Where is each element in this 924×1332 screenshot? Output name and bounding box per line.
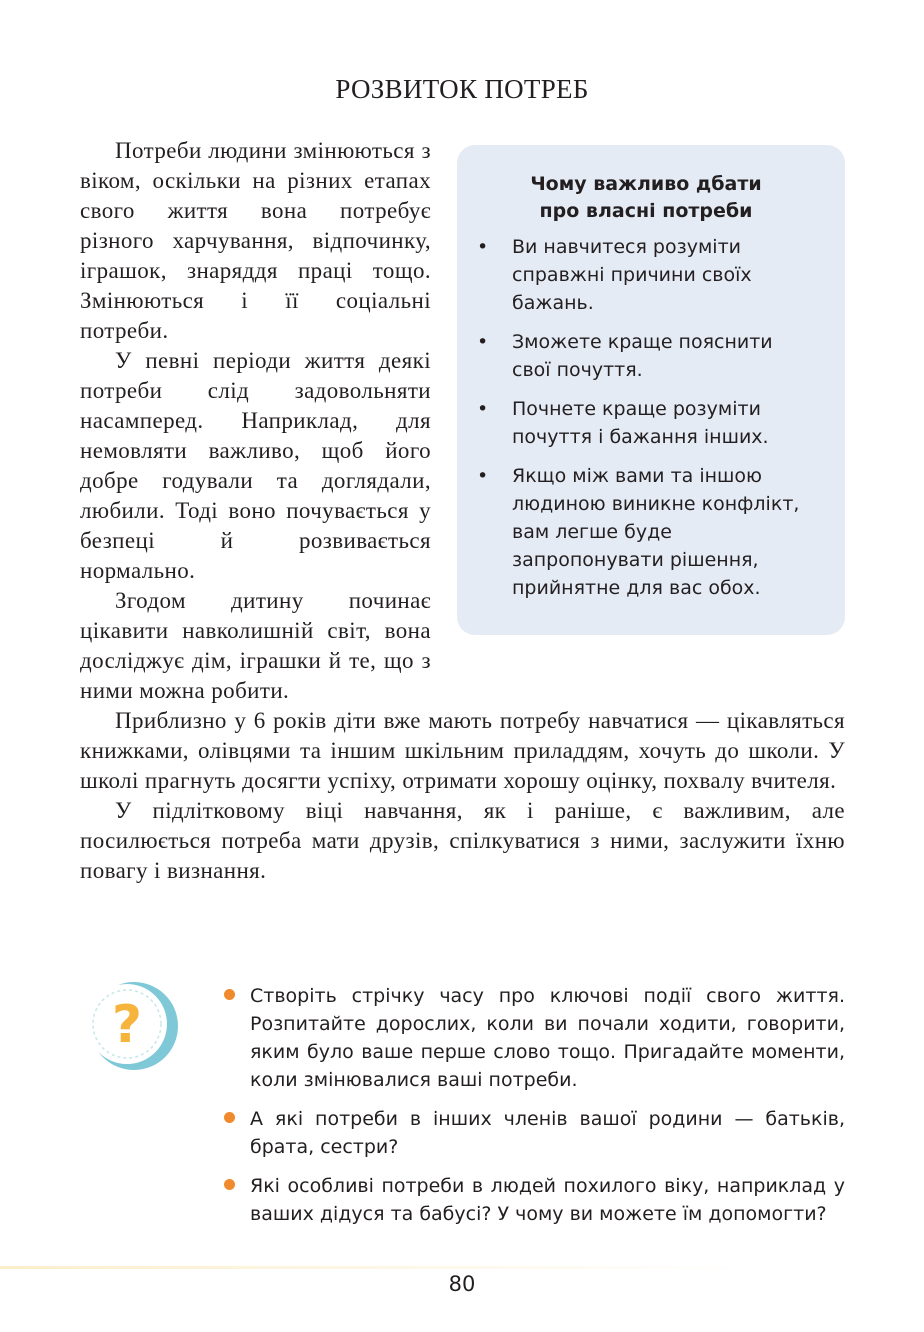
info-box-item [477, 395, 815, 451]
info-box-item [477, 462, 815, 602]
info-box-item-text: Ви навчитеся розуміти справжні причини своїх бажань. [512, 236, 752, 314]
question-glyph: ? [111, 995, 143, 1055]
question-mark-icon [84, 978, 180, 1074]
page-number: 80 [448, 1272, 476, 1296]
footer-divider [0, 1266, 750, 1269]
info-box-list [477, 233, 815, 602]
bullet-icon: • [477, 236, 489, 258]
question-item [222, 1105, 845, 1161]
question-text: Які особливі потреби в людей похилого віку, наприклад у ваших дідуся та бабусі? У чому ви можете їм допомогти? [250, 1175, 845, 1225]
paragraph: У певні періоди життя деякі потреби слід задовольняти насамперед. Наприклад, для немовляти важливо, щоб його добре годували та доглядали, любили. Тоді воно почувається у безпеці й розвивається нормально. [80, 348, 431, 583]
info-box-item [477, 328, 815, 384]
question-text: А які потреби в інших членів вашої родини — батьків, брата, сестри? [250, 1108, 845, 1158]
paragraph: Згодом дитину починає цікавити навколишній світ, вона досліджує дім, іграшки й те, що з ними можна робити. [80, 588, 431, 703]
question-item [222, 1172, 845, 1228]
questions-section [222, 982, 845, 1239]
question-text: Створіть стрічку часу про ключові події свого життя. Розпитайте дорослих, коли ви почали ходити, говорити, яким було ваше перше слово тощо. Пригадайте моменти, коли змінювалися ваші потреби. [250, 985, 845, 1091]
info-box-item-text: Почнете краще розуміти почуття і бажання інших. [512, 398, 769, 448]
info-box-title: Чому важливо дбати про власні потреби [530, 173, 762, 222]
paragraph: Потреби людини змінюються з віком, оскільки на різних етапах свого життя вона потребує різного харчування, відпочинку, іграшок, знаряддя праці тощо. Змінюються і її соціальні потреби. [80, 138, 431, 343]
info-box-item-text: Якщо між вами та іншою людиною виникне конфлікт, вам легше буде запропонувати рішення, прийнятне для вас обох. [512, 465, 800, 599]
info-box-item-text: Зможете краще пояснити свої почуття. [512, 331, 773, 381]
bullet-icon: • [477, 398, 489, 420]
info-box-item [477, 233, 815, 317]
info-box [457, 145, 845, 635]
bullet-icon: • [477, 331, 489, 353]
questions-list [222, 982, 845, 1228]
orange-bullet-icon [224, 989, 235, 1000]
orange-bullet-icon [224, 1179, 235, 1190]
paragraph: Приблизно у 6 років діти вже мають потребу навчатися — цікавляться книжками, олівцями та іншим шкільним приладдям, хочуть до школи. У школі прагнуть досягти успіху, отримати хорошу оцінку, похвалу вчителя. [80, 708, 845, 793]
bullet-icon: • [477, 465, 489, 487]
page-title: РОЗВИТОК ПОТРЕБ [335, 74, 589, 104]
orange-bullet-icon [224, 1112, 235, 1123]
paragraph: У підлітковому віці навчання, як і раніше, є важливим, але посилюється потреба мати друзів, спілкуватися з ними, заслужити їхню повагу і визнання. [80, 798, 845, 883]
question-item [222, 982, 845, 1094]
